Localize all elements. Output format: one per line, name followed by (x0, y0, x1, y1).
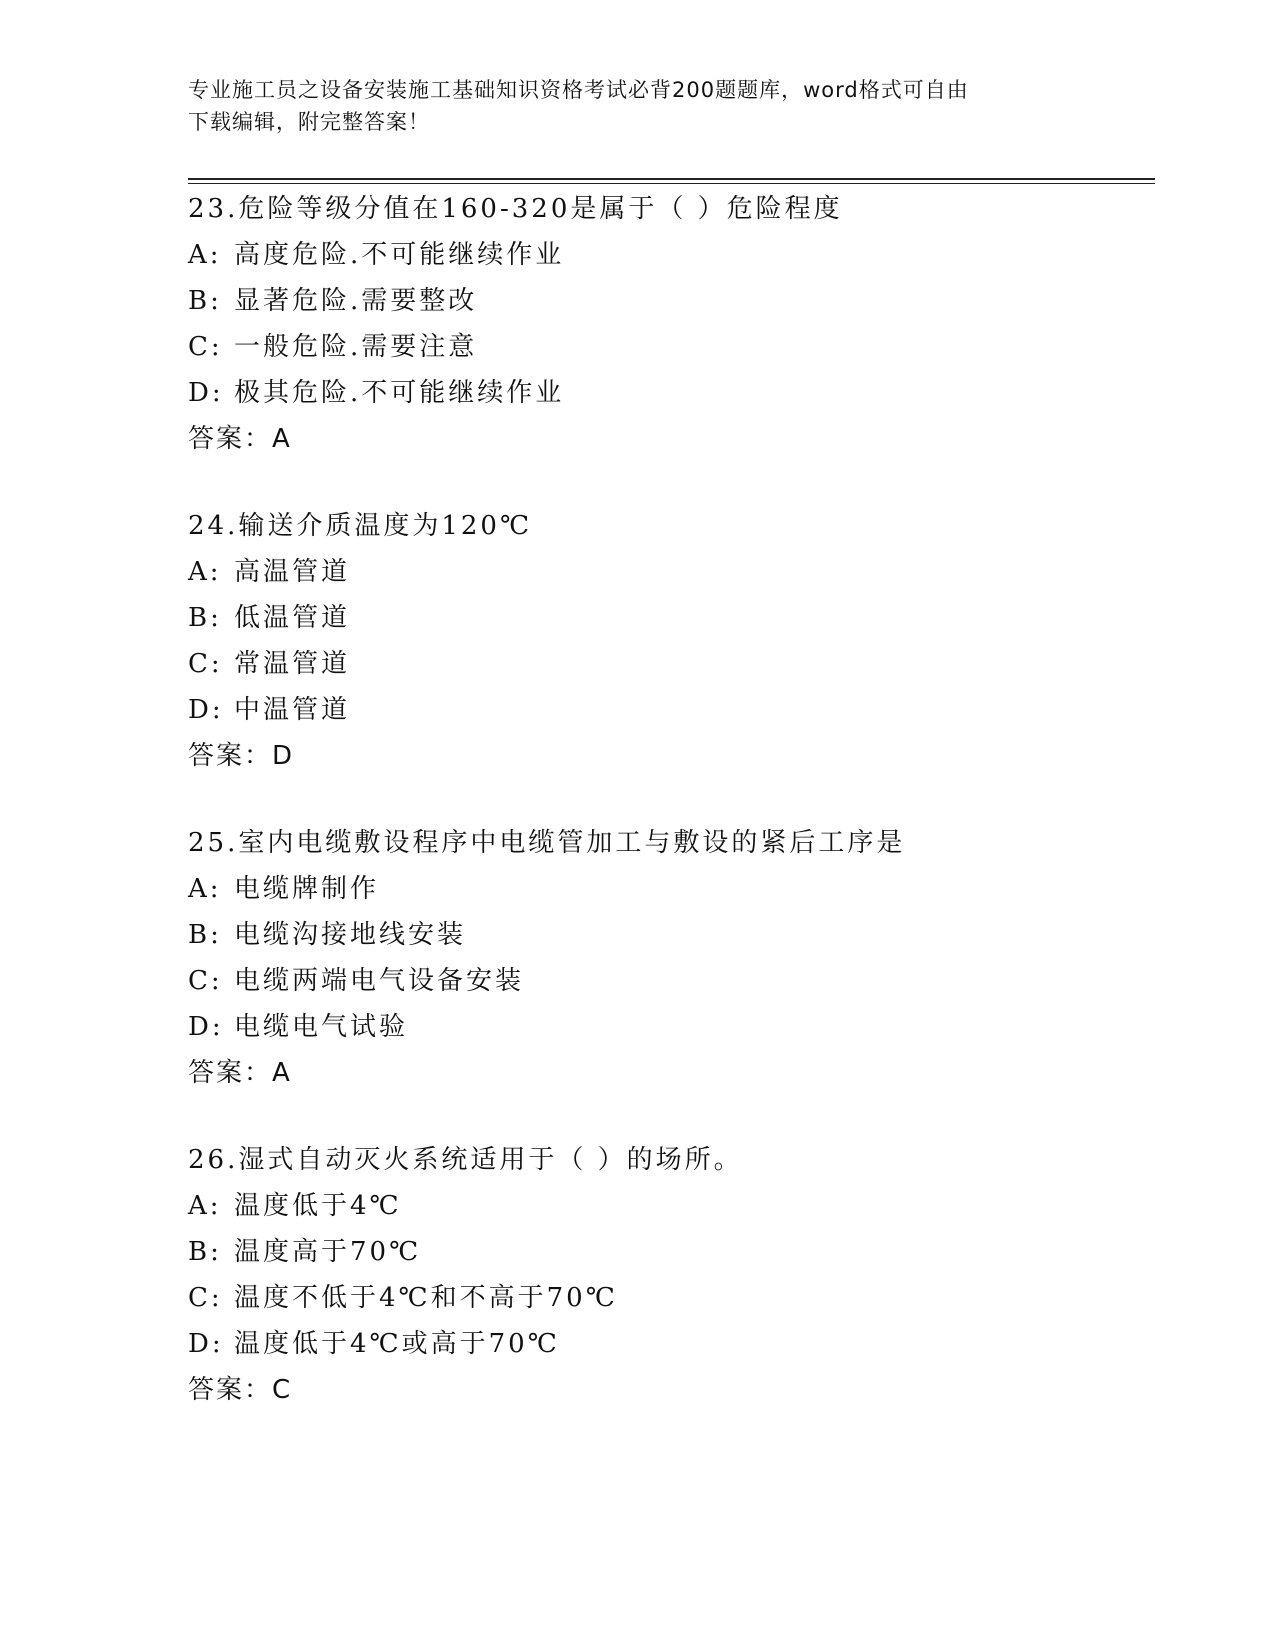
document-header (188, 74, 1088, 138)
option-c (188, 324, 1148, 370)
option-key: A: (188, 557, 222, 587)
option-key: C: (188, 332, 223, 362)
option-c (188, 641, 1148, 687)
question-24 (188, 503, 1148, 779)
answer: 答案：A (188, 424, 292, 454)
header-line-2: 下载编辑，附完整答案！ (188, 110, 430, 134)
option-text: 显著危险.需要整改 (234, 286, 478, 316)
option-b (188, 595, 1148, 641)
option-text: 中温管道 (234, 695, 351, 725)
option-key: B: (188, 286, 222, 316)
answer: 答案：A (188, 1058, 292, 1088)
option-c (188, 1275, 1148, 1321)
option-text: 低温管道 (234, 603, 351, 633)
option-key: A: (188, 1191, 222, 1221)
option-key: D: (188, 1012, 224, 1042)
option-a (188, 232, 1148, 278)
header-line-1: 专业施工员之设备安装施工基础知识资格考试必背200题题库，word格式可自由 (188, 78, 969, 102)
option-text: 极其危险.不可能继续作业 (234, 378, 565, 408)
option-key: A: (188, 240, 222, 270)
option-text: 常温管道 (234, 649, 351, 679)
option-b (188, 912, 1148, 958)
option-key: B: (188, 1237, 222, 1267)
question-25 (188, 820, 1148, 1096)
option-key: B: (188, 920, 222, 950)
option-text: 温度低于4℃或高于70℃ (234, 1329, 560, 1359)
option-key: C: (188, 966, 223, 996)
question-23 (188, 186, 1148, 462)
option-a (188, 549, 1148, 595)
option-d (188, 687, 1148, 733)
answer: 答案：C (188, 1375, 293, 1405)
option-d (188, 1321, 1148, 1367)
question-stem: 24.输送介质温度为120℃ (188, 511, 533, 541)
option-text: 电缆牌制作 (234, 874, 380, 904)
option-key: C: (188, 649, 223, 679)
option-text: 高温管道 (234, 557, 351, 587)
option-key: D: (188, 695, 224, 725)
option-key: D: (188, 1329, 224, 1359)
option-text: 温度高于70℃ (234, 1237, 422, 1267)
option-b (188, 1229, 1148, 1275)
option-key: B: (188, 603, 222, 633)
option-text: 电缆电气试验 (234, 1012, 409, 1042)
answer: 答案：D (188, 741, 295, 771)
header-divider (188, 178, 1155, 184)
option-text: 高度危险.不可能继续作业 (234, 240, 565, 270)
option-a (188, 866, 1148, 912)
option-text: 温度不低于4℃和不高于70℃ (234, 1283, 618, 1313)
option-text: 电缆两端电气设备安装 (234, 966, 525, 996)
question-list (188, 186, 1148, 1454)
option-text: 温度低于4℃ (234, 1191, 402, 1221)
option-text: 电缆沟接地线安装 (234, 920, 467, 950)
question-stem: 25.室内电缆敷设程序中电缆管加工与敷设的紧后工序是 (188, 828, 906, 858)
option-key: A: (188, 874, 222, 904)
option-d (188, 370, 1148, 416)
question-26 (188, 1137, 1148, 1413)
option-text: 一般危险.需要注意 (234, 332, 478, 362)
option-c (188, 958, 1148, 1004)
option-key: C: (188, 1283, 223, 1313)
question-stem: 23.危险等级分值在160-320是属于（ ）危险程度 (188, 194, 843, 224)
option-d (188, 1004, 1148, 1050)
option-b (188, 278, 1148, 324)
option-a (188, 1183, 1148, 1229)
option-key: D: (188, 378, 224, 408)
question-stem: 26.湿式自动灭火系统适用于（ ）的场所。 (188, 1145, 743, 1175)
